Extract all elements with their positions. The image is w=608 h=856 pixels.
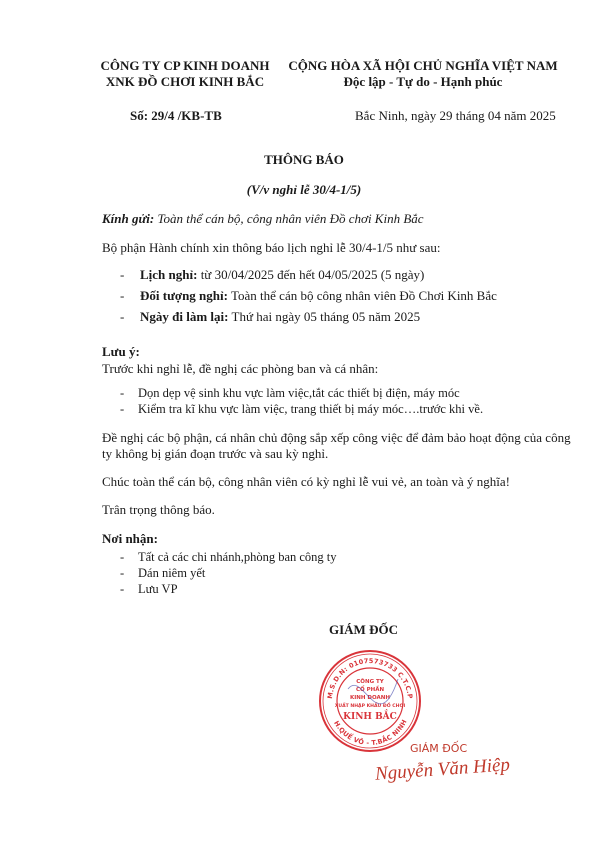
dash-bullet: - xyxy=(120,288,125,303)
list-item xyxy=(102,566,402,582)
closing-paragraph: Trân trọng thông báo. xyxy=(102,502,215,517)
national-motto xyxy=(278,58,568,91)
signer-title: GIÁM ĐỐC xyxy=(410,742,468,755)
svg-text:KINH DOANH: KINH DOANH xyxy=(350,695,390,701)
recipient-text: Tất cả các chi nhánh,phòng ban công ty xyxy=(138,550,337,564)
list-item xyxy=(102,267,562,288)
addressee xyxy=(102,211,424,227)
return-date-text: Thứ hai ngày 05 tháng 05 năm 2025 xyxy=(231,309,421,324)
addressee-text: Toàn thể cán bộ, công nhân viên Đồ chơi Kinh Bắc xyxy=(157,211,424,226)
list-item xyxy=(102,550,402,566)
dash-bullet: - xyxy=(120,582,125,596)
svg-text:KINH BẮC: KINH BẮC xyxy=(343,712,397,722)
dash-bullet: - xyxy=(120,550,125,564)
holiday-schedule-label: Lịch nghỉ: xyxy=(140,267,198,282)
recipients-label: Nơi nhận: xyxy=(102,531,158,546)
intro-paragraph: Bộ phận Hành chính xin thông báo lịch nghỉ lễ 30/4-1/5 như sau: xyxy=(102,240,441,255)
recipient-text: Lưu VP xyxy=(138,582,178,596)
note-list xyxy=(102,386,562,418)
note-intro: Trước khi nghỉ lễ, đề nghị các phòng ban và cá nhân: xyxy=(102,361,379,376)
holiday-schedule-text: từ 30/04/2025 đến hết 04/05/2025 (5 ngày) xyxy=(200,267,425,282)
list-item xyxy=(102,288,562,309)
list-item xyxy=(102,386,562,402)
dash-bullet: - xyxy=(120,267,125,282)
note-item-text: Kiểm tra kĩ khu vực làm việc, trang thiết bị máy móc….trước khi về. xyxy=(138,402,484,416)
company-name-line1: CÔNG TY CP KINH DOANH xyxy=(100,58,270,73)
document-date: Bắc Ninh, ngày 29 tháng 04 năm 2025 xyxy=(355,108,556,123)
svg-text:CÔNG TY: CÔNG TY xyxy=(356,679,384,685)
document-number: Số: 29/4 /KB-TB xyxy=(130,108,222,123)
holiday-details-list xyxy=(102,267,562,330)
signer-name: Nguyễn Văn Hiệp xyxy=(374,754,511,785)
svg-text:XUẤT NHẬP KHẨU ĐỒ CHƠI: XUẤT NHẬP KHẨU ĐỒ CHƠI xyxy=(334,704,406,709)
list-item xyxy=(102,309,562,330)
recipients-list xyxy=(102,550,402,598)
wishes-paragraph: Chúc toàn thể cán bộ, công nhân viên có kỳ nghỉ lễ vui vẻ, an toàn và ý nghĩa! xyxy=(102,474,510,489)
request-paragraph: Đề nghị các bộ phận, cá nhân chủ động sắp xếp công việc để đảm bảo hoạt động của công ty không bị gián đoạn trước và sau kỳ nghỉ. xyxy=(102,430,571,462)
document-subtitle: (V/v nghỉ lễ 30/4-1/5) xyxy=(246,182,362,197)
svg-text:M.S.D.N: 0107573733 C.T.C.P: M.S.D.N: 0107573733 C.T.C.P xyxy=(325,656,414,700)
list-item xyxy=(102,582,402,598)
document-title: THÔNG BÁO xyxy=(264,152,344,167)
recipient-text: Dán niêm yết xyxy=(138,566,206,580)
company-stamp xyxy=(318,649,422,753)
director-title: GIÁM ĐỐC xyxy=(329,622,398,637)
company-name xyxy=(85,58,285,91)
holiday-audience-label: Đối tượng nghỉ: xyxy=(140,288,228,303)
note-label: Lưu ý: xyxy=(102,344,140,359)
svg-text:H.QUẾ VÕ - T.BẮC NINH: H.QUẾ VÕ - T.BẮC NINH xyxy=(332,718,409,748)
dash-bullet: - xyxy=(120,402,125,416)
return-date-label: Ngày đi làm lại: xyxy=(140,309,229,324)
list-item xyxy=(102,402,562,418)
note-item-text: Dọn dẹp vệ sinh khu vực làm việc,tắt các thiết bị điện, máy móc xyxy=(138,386,460,400)
nation-motto: Độc lập - Tự do - Hạnh phúc xyxy=(343,74,503,90)
nation-title: CỘNG HÒA XÃ HỘI CHỦ NGHĨA VIỆT NAM xyxy=(288,58,558,73)
dash-bullet: - xyxy=(120,566,125,580)
dash-bullet: - xyxy=(120,309,125,324)
svg-text:CỔ PHẦN: CỔ PHẦN xyxy=(355,687,385,693)
company-name-line2: XNK ĐỒ CHƠI KINH BẮC xyxy=(105,74,265,90)
holiday-audience-text: Toàn thể cán bộ công nhân viên Đồ Chơi Kinh Bắc xyxy=(230,288,497,303)
addressee-label: Kính gửi: xyxy=(102,211,155,226)
dash-bullet: - xyxy=(120,386,125,400)
